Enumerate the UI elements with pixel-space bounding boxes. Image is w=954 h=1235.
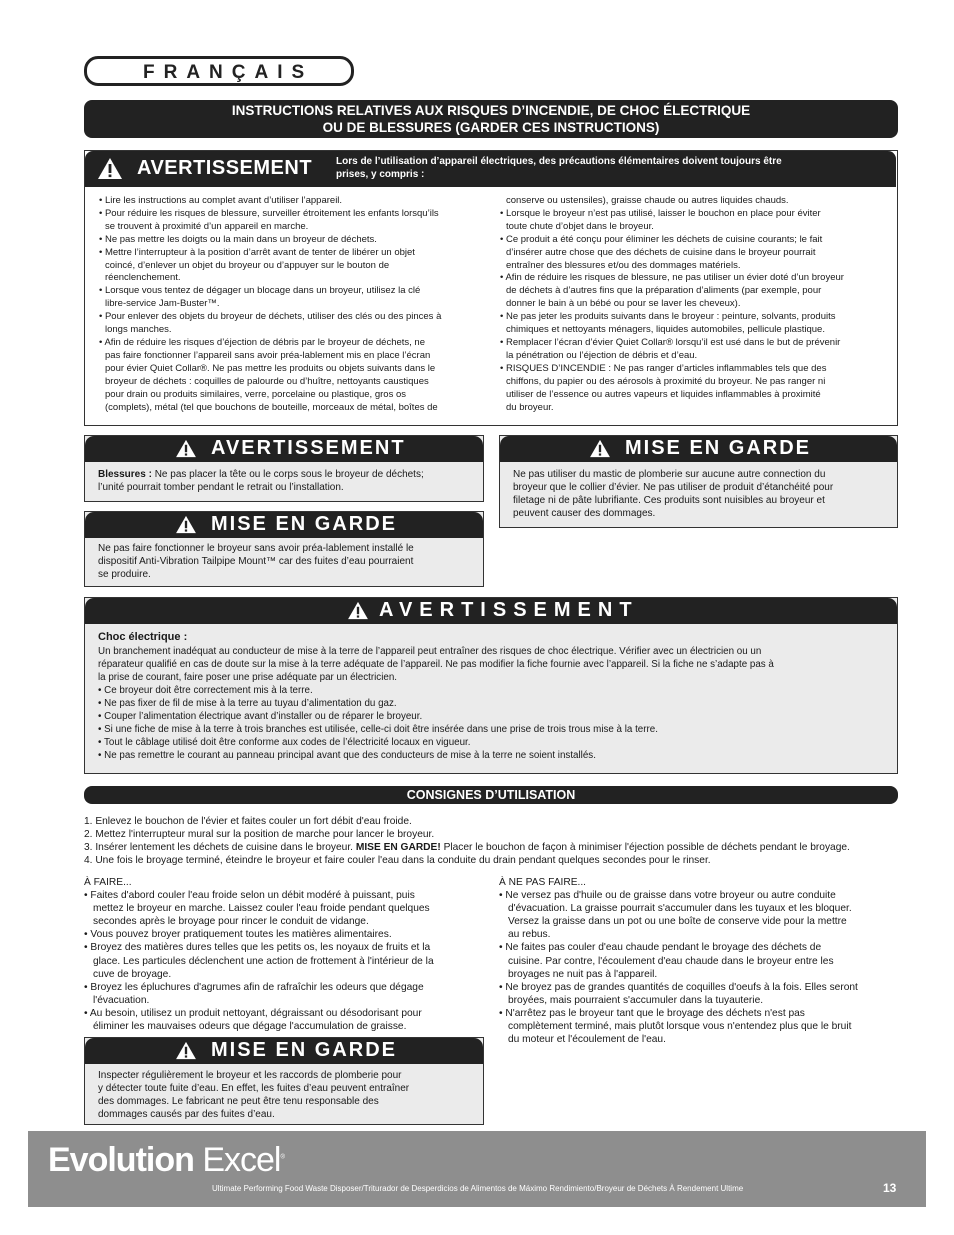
text-line: • Ne pas fixer de fil de mise à la terre au tuyau d’alimentation du gaz.: [98, 698, 397, 709]
text-line: pas faire fonctionner l’appareil sans avoir préa-lablement mis en place l’écran: [105, 349, 431, 361]
footer-band: [28, 1131, 926, 1207]
dont-list: [499, 876, 904, 1046]
main-warning-intro: [336, 155, 782, 181]
text-line: • Couper l’alimentation électrique avant d’installer ou de réparer le broyeur.: [98, 711, 423, 722]
list-item: glace. Les particules déclenchent une action de frottement à l'intérieur de la: [93, 955, 434, 967]
title-line-1: INSTRUCTIONS RELATIVES AUX RISQUES D’INCENDIE, DE CHOC ÉLECTRIQUE: [231, 103, 751, 118]
electric-warning-panel: [84, 597, 898, 774]
tailpipe-caution-header: [85, 512, 483, 538]
language-tab: [84, 56, 354, 86]
step-3: [84, 841, 924, 854]
electric-warning-text: [98, 631, 885, 762]
list-item: • N'arrêtez pas le broyeur tant que le broyage des déchets n'est pas: [499, 1007, 805, 1019]
injury-label: Blessures :: [98, 469, 152, 480]
text-line: • Tout le câblage utilisé doit être conforme aux codes de l’électricité locaux en vigueur.: [98, 737, 471, 748]
intro-line-1: Lors de l’utilisation d’appareil électriques, des précautions élémentaires doivent toujours être: [336, 156, 782, 167]
text-line: conserve ou ustensiles), graisse chaude ou autres liquides chauds.: [506, 195, 789, 206]
list-item: complètement terminé, mais plutôt lorsque vous n'entendez plus que le bruit: [508, 1021, 852, 1033]
text-line: Ne pas utiliser du mastic de plomberie sur aucune autre connection du: [513, 469, 826, 480]
warning-triangle-icon: [175, 1041, 197, 1060]
step-4: 4. Une fois le broyage terminé, éteindre le broyeur et faire couler l'eau dans la conduite du drain pendant quelques secondes pour le rinser.: [84, 855, 711, 867]
injury-warning-heading: AVERTISSEMENT: [211, 437, 406, 459]
page-number: 13: [883, 1181, 897, 1195]
list-item: mettez le broyeur en marche. Laissez couler l'eau froide pendant quelques: [93, 903, 430, 915]
usage-steps: [84, 815, 924, 867]
list-item: • Ne broyez pas de grandes quantités de coquilles d'oeufs à la fois. Elles seront: [499, 981, 858, 993]
intro-line-2: prises, y compris :: [336, 169, 425, 180]
text-line: la pénétration ou l’éjection de débris et d’eau.: [506, 349, 698, 361]
leaks-caution-heading: MISE EN GARDE: [211, 1039, 398, 1061]
text-line: libre-service Jam-Buster™.: [105, 298, 220, 310]
tailpipe-caution-heading: MISE EN GARDE: [211, 513, 398, 535]
text-line: chimiques et nettoyants ménagers, liquides automobiles, pellicule plastique.: [506, 324, 825, 336]
brand-name-bold: Evolution: [48, 1141, 194, 1179]
do-title: À FAIRE...: [84, 877, 132, 888]
list-item: cuisine. Par contre, l'écoulement d'eau chaude dans le broyeur entre les: [508, 955, 834, 967]
text-line: (complets), métal (tel que bouchons de bouteille, morceaux de métal, boîtes de: [105, 401, 438, 413]
text-line: • Ne pas remettre le courant au panneau principal avant que des conducteurs de mise à la terre ne soient installés.: [98, 750, 596, 761]
text-line: Inspecter régulièrement le broyeur et les raccords de plomberie pour: [98, 1070, 402, 1081]
usage-heading-bar: [84, 786, 898, 804]
text-line: • Pour enlever des objets du broyeur de déchets, utiliser des clés ou des pinces à: [99, 311, 442, 323]
footer-tagline: Ultimate Performing Food Waste Disposer/Triturador de Desperdicios de Alimentos de Máximo Rendimiento/Broyeur de Déchets À Rendement Ultime: [212, 1184, 744, 1193]
step-3-text: 3. Insérer lentement les déchets de cuisine dans le broyeur.: [84, 842, 356, 854]
text-line: broyeur de déchets : coquilles de palourde ou d’huître, nettoyants caustiques: [105, 375, 429, 387]
electric-warning-heading: AVERTISSEMENT: [379, 599, 639, 621]
text-line: de déchets à d’autres fins que la préparation d’aliments (par exemple, pour: [506, 285, 822, 297]
main-warning-left-column: [97, 195, 487, 414]
text-line: dispositif Anti-Vibration Tailpipe Mount™ car des fuites d’eau pourraient: [98, 556, 414, 567]
injury-warning-text: [98, 468, 471, 494]
main-warning-heading: AVERTISSEMENT: [137, 157, 313, 179]
main-warning-box: [84, 150, 898, 426]
main-warning-right-column: [498, 195, 896, 414]
title-line-2: OU DE BLESSURES (GARDER CES INSTRUCTIONS): [322, 120, 660, 135]
list-item: secondes après le broyage pour rincer le conduit de vidange.: [93, 916, 369, 928]
list-item: • Faites d'abord couler l'eau froide selon un débit modéré à puissant, puis: [84, 890, 415, 902]
list-item: l'évacuation.: [93, 994, 150, 1006]
language-label: FRANÇAIS: [143, 62, 314, 83]
text-line: entraîner des blessures et/ou des dommages matériels.: [506, 259, 741, 271]
warning-triangle-icon: [347, 601, 369, 620]
text-line: • Lorsque vous tentez de dégager un blocage dans un broyeur, utilisez la clé: [99, 285, 421, 297]
step-1: 1. Enlevez le bouchon de l'évier et faites couler un fort débit d'eau froide.: [84, 816, 412, 827]
text-line: réparateur qualifié en cas de doute sur la mise à la terre adéquate de l’appareil. Ne pas modifier la fiche fournie avec l’appareil. Si la fiche ne s’adapte pas à: [98, 659, 774, 670]
warning-triangle-icon: [175, 515, 197, 534]
list-item: • Broyez des matières dures telles que les petits os, les noyaux de fruits et la: [84, 942, 431, 954]
injury-warning-panel: [84, 435, 484, 502]
text-line: broyeur que le collier d’évier. Ne pas utiliser de produit d’étanchéité pour: [513, 482, 834, 493]
list-item: • Ne versez pas d'huile ou de graisse dans votre broyeur ou autre conduite: [499, 890, 836, 902]
text-line: donner le bain à un bébé ou pour se laver les cheveux).: [506, 298, 741, 310]
warning-triangle-icon: [589, 439, 611, 458]
list-item: broyées, mais pourraient s'accumuler dans la tuyauterie.: [508, 994, 764, 1006]
list-item: • Vous pouvez broyer pratiquement toutes les matières alimentaires.: [84, 929, 392, 941]
text-line: réenclenchement.: [105, 272, 181, 284]
dont-title: À NE PAS FAIRE...: [499, 877, 586, 888]
text-line: • Ne pas jeter les produits suivants dans le broyeur : peinture, solvants, produits: [500, 311, 836, 323]
list-item: • Ne faites pas couler d'eau chaude pendant le broyage des déchets de: [499, 942, 822, 954]
text-line: • Afin de réduire les risques de blessure, ne pas utiliser un évier doté d’un broyeur: [500, 272, 844, 284]
tailpipe-caution-text: [98, 542, 471, 581]
step-3-tail: Placer le bouchon de façon à minimiser l'éjection possible de déchets pendant le broyage.: [440, 842, 850, 854]
brand-name-light: Excel: [193, 1141, 281, 1179]
text-line: Un branchement inadéquat au conducteur de mise à la terre de l’appareil peut entraîner des risques de choc électrique. Vérifier avec un électricien ou un: [98, 646, 762, 657]
main-warning-header: [85, 151, 896, 187]
text-line: Ne pas faire fonctionner le broyeur sans avoir préa-lablement installé le: [98, 543, 414, 554]
warning-triangle-icon: [97, 157, 123, 180]
text-line: • Lire les instructions au complet avant d’utiliser l’appareil.: [99, 195, 343, 206]
list-item: • Au besoin, utilisez un produit nettoyant, dégraissant ou désodorisant pour: [84, 1007, 422, 1019]
list-item: d'évacuation. La graisse pourrait s'accumuler dans les tuyaux et les bloquer.: [508, 903, 852, 915]
safety-title-bar: [84, 100, 898, 138]
text-line: • Afin de réduire les risques d’éjection de débris par le broyeur de déchets, ne: [99, 336, 425, 348]
list-item: au rebus.: [508, 929, 551, 941]
text-line: • Ce broyeur doit être correctement mis à la terre.: [98, 685, 313, 696]
leaks-caution-header: [85, 1038, 483, 1064]
text-line: d’insérer autre chose que des déchets de cuisine dans le broyeur pourrait: [506, 246, 816, 258]
injury-line-1: Ne pas placer la tête ou le corps sous le broyeur de déchets;: [151, 469, 424, 480]
text-line: du broyeur.: [506, 401, 554, 413]
text-line: • Mettre l’interrupteur à la position d’arrêt avant de tenter de libérer un objet: [99, 246, 415, 258]
leaks-caution-text: [98, 1069, 471, 1121]
list-item: cuve de broyage.: [93, 968, 172, 980]
electric-warning-header: [85, 598, 897, 624]
plumbing-caution-panel: [499, 435, 898, 528]
text-line: • Si une fiche de mise à la terre à trois branches est utilisée, celle-ci doit être insérée dans une prise de trois trous mise à la terre.: [98, 724, 658, 735]
text-line: la prise de courant, faire poser une prise adéquate par un électricien.: [98, 672, 397, 683]
do-list: [84, 876, 484, 1033]
plumbing-caution-header: [500, 436, 897, 462]
step-2: 2. Mettez l'interrupteur mural sur la position de marche pour lancer le broyeur.: [84, 829, 435, 841]
tailpipe-caution-panel: [84, 511, 484, 587]
text-line: • Lorsque le broyeur n’est pas utilisé, laisser le bouchon en place pour éviter: [500, 207, 821, 219]
text-line: • Ne pas mettre les doigts ou la main dans un broyeur de déchets.: [99, 233, 377, 245]
text-line: • Ce produit a été conçu pour éliminer les déchets de cuisine courants; le fait: [500, 233, 823, 245]
plumbing-caution-text: [513, 468, 885, 520]
brand-logo: Evolution Excel®: [48, 1141, 284, 1179]
text-line: dommages causés par des fuites d’eau.: [98, 1109, 275, 1120]
text-line: • RISQUES D’INCENDIE : Ne pas ranger d’articles inflammables tels que des: [500, 362, 827, 374]
text-line: toute chute d’objet dans le broyeur.: [506, 220, 654, 232]
list-item: éliminer les mauvaises odeurs que dégage l'accumulation de graisse.: [93, 1021, 407, 1033]
text-line: y détecter toute fuite d’eau. En effet, les fuites d’eau peuvent entraîner: [98, 1083, 410, 1094]
list-item: • Broyez les épluchures d'agrumes afin de rafraîchir les odeurs que dégage: [84, 981, 424, 993]
plumbing-caution-heading: MISE EN GARDE: [625, 437, 812, 459]
injury-warning-header: [85, 436, 483, 462]
text-line: • Remplacer l’écran d’évier Quiet Collar® lorsqu’il est usé dans le but de prévenir: [500, 336, 841, 348]
text-line: chiffons, du papier ou des aérosols à proximité du broyeur. Ne pas ranger ni: [506, 375, 826, 387]
text-line: peuvent causer des dommages.: [513, 508, 656, 519]
text-line: des dommages. Le fabricant ne peut être tenu responsable des: [98, 1096, 379, 1107]
text-line: pour drain ou produits similaires, verre, porcelaine ou plastique, gros os: [105, 388, 406, 400]
step-3-caution: MISE EN GARDE!: [355, 842, 441, 854]
injury-line-2: l’unité pourrait tomber pendant le retrait ou l’installation.: [98, 482, 344, 493]
leaks-caution-panel: [84, 1037, 484, 1125]
list-item: du moteur et l'écoulement de l'eau.: [508, 1034, 666, 1046]
text-line: • Pour réduire les risques de blessure, surveiller étroitement les enfants lorsqu’ils: [99, 207, 439, 219]
list-item: broyages ne nuit pas à l'appareil.: [508, 968, 658, 980]
text-line: se trouvent à proximité d’un appareil en marche.: [105, 220, 309, 232]
text-line: longs manches.: [105, 324, 172, 336]
list-item: Versez la graisse dans un pot ou une boîte de conserve vide pour la mettre: [508, 916, 847, 928]
usage-heading: CONSIGNES D’UTILISATION: [406, 788, 576, 802]
text-line: filetage ni de pâte lubrifiante. Ces produits sont nuisibles au broyeur et: [513, 495, 825, 506]
text-line: pour évier Quiet Collar®. Ne pas mettre les produits ou objets suivants dans le: [105, 362, 436, 374]
electric-subheading: Choc électrique :: [98, 631, 188, 643]
text-line: se produire.: [98, 569, 151, 580]
text-line: coincé, d’enlever un objet du broyeur ou d’appuyer sur le bouton de: [105, 259, 390, 271]
text-line: utiliser de l’essence ou autres vapeurs et liquides inflammables à proximité: [506, 388, 821, 400]
warning-triangle-icon: [175, 439, 197, 458]
